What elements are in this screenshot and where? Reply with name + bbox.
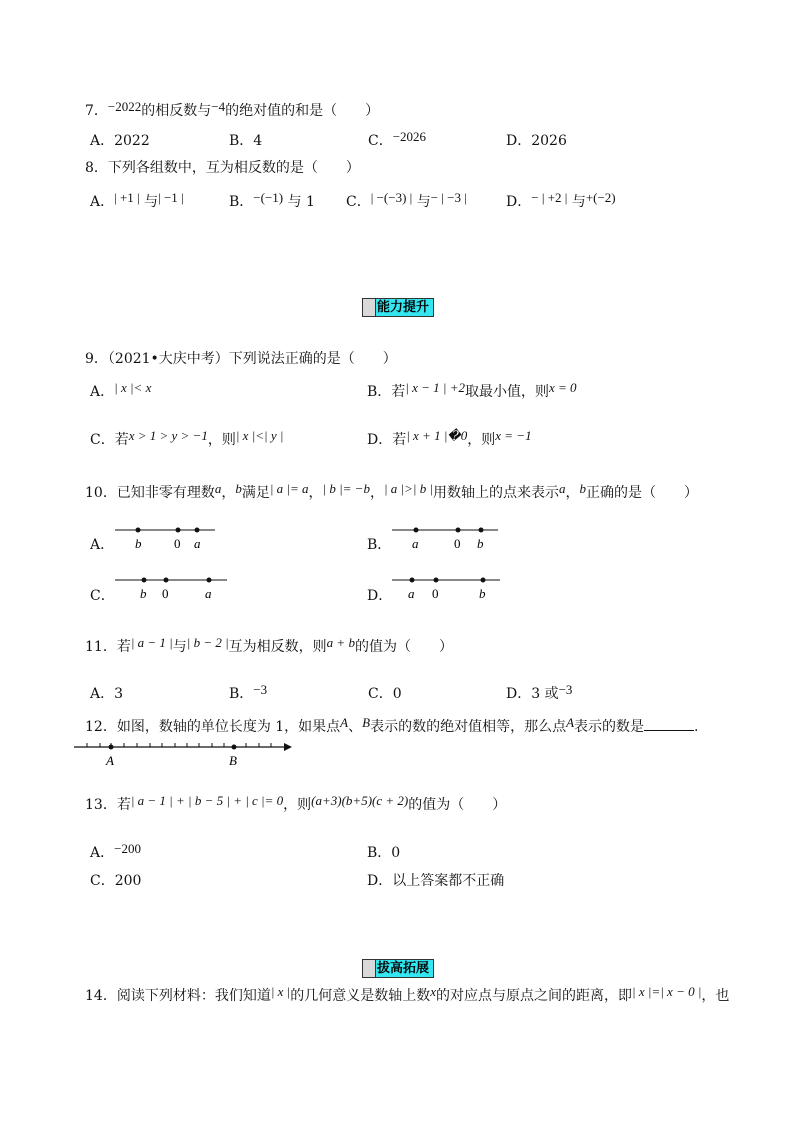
math-expr: −200 (114, 841, 141, 856)
option-c: C．若x > 1 > y > −1，则| x |<| y | (90, 428, 284, 448)
number-line-c (115, 572, 235, 606)
label-B: B (229, 753, 237, 768)
point-b (481, 578, 486, 583)
math-expr: a + b (326, 635, 355, 650)
point-0 (164, 578, 169, 583)
math-expr: −2022 (107, 99, 142, 114)
math-expr: −4 (211, 99, 226, 114)
point-B (232, 745, 237, 750)
point-b (479, 528, 484, 533)
question-13: 13．若| a − 1 | + | b − 5 | + | c |= 0，则(a+3)(b+5)(c + 2)的值为（ ） (85, 793, 507, 813)
math-expr: x (430, 984, 437, 999)
math-expr: | a − 1 | (130, 635, 173, 650)
section-heading: 拔高拓展 (362, 959, 434, 978)
point-b (136, 528, 141, 533)
question-14: 14．阅读下列材料：我们知道| x |的几何意义是数轴上数x的对应点与原点之间的距离，即| x |=| x − 0 |，也 (85, 984, 730, 1004)
question-9: 9．（2021•大庆中考）下列说法正确的是（ ） (85, 351, 397, 367)
math-expr: | a − 1 | + | b − 5 | + | c |= 0 (130, 793, 284, 808)
point-0 (456, 528, 461, 533)
point-a (195, 528, 200, 533)
option-d: D． (367, 588, 393, 604)
label-A: A (106, 753, 114, 768)
number-line-d (392, 572, 504, 606)
option-b: B．若| x − 1 | +2取最小值，则x = 0 (367, 380, 577, 400)
math-expr: −3 (253, 682, 268, 697)
math-expr: | a |= a (269, 481, 309, 496)
math-expr: | b |= −b (322, 481, 370, 496)
question-10: 10．已知非零有理数a，b满足| a |= a，| b |= −b，| a |>| b |用数轴上的点来表示a，b正确的是（ ） (85, 481, 699, 501)
option-b: B．4 (229, 133, 263, 149)
math-expr: − | +2 | (531, 190, 568, 205)
math-expr: +(−2) (585, 190, 616, 205)
option-a: A．−200 (90, 841, 141, 861)
option-d: D．以上答案都不正确 (367, 873, 505, 889)
math-expr: | −1 | (158, 190, 184, 205)
number-line-q12 (74, 739, 294, 769)
math-expr: | x + 1 |�0 (406, 428, 468, 443)
math-expr: | +1 | (114, 190, 140, 205)
option-b: B．−(−1) 与 1 (229, 190, 315, 210)
option-c: C．0 (368, 686, 402, 702)
question-8: 8．下列各组数中，互为相反数的是（ ） (85, 160, 360, 176)
label-0: 0 (432, 586, 439, 601)
point-0 (434, 578, 439, 583)
option-a: A．3 (90, 686, 124, 702)
point-a (410, 578, 415, 583)
math-expr: | b − 2 | (186, 635, 229, 650)
math-expr: (a+3)(b+5)(c + 2) (311, 793, 409, 808)
number-line-b (392, 522, 502, 556)
option-d: D．− | +2 | 与+(−2) (506, 190, 616, 210)
math-expr: | x − 1 | +2 (405, 380, 466, 395)
option-a: A．| x |< x (90, 380, 152, 400)
option-c: C．−2026 (368, 129, 427, 149)
option-a: A．2022 (90, 133, 150, 149)
math-expr: −(−1) (253, 190, 284, 205)
math-expr: | x |< x (114, 380, 152, 395)
point-A (109, 745, 114, 750)
math-expr: − | −3 | (430, 190, 467, 205)
label-0: 0 (454, 536, 461, 551)
math-expr: −2026 (392, 129, 427, 144)
option-d: D．3 或−3 (506, 682, 573, 702)
option-d: D．2026 (506, 133, 567, 149)
math-expr: | −(−3) | (370, 190, 413, 205)
math-expr: | a |>| b | (383, 481, 434, 496)
question-12: 12．如图，数轴的单位长度为 1，如果点A、B表示的数的绝对值相等，那么点A表示的数是 . (85, 715, 699, 735)
label-b: b (479, 586, 486, 601)
label-a: a (205, 586, 212, 601)
option-b: B．0 (367, 845, 401, 861)
question-7: 7．−2022的相反数与−4的绝对值的和是（ ） (85, 99, 380, 119)
label-a: a (194, 536, 201, 551)
point-b (142, 578, 147, 583)
label-a: a (408, 586, 415, 601)
label-b: b (477, 536, 484, 551)
option-c: C． (90, 588, 115, 604)
number-line-a (115, 522, 225, 556)
label-b: b (140, 586, 147, 601)
option-a: A．| +1 | 与| −1 | (90, 190, 184, 210)
question-11: 11．若| a − 1 |与| b − 2 |互为相反数，则a + b的值为（ ） (85, 635, 453, 655)
label-b: b (135, 536, 142, 551)
section-heading: 能力提升 (362, 298, 434, 317)
label-a: a (412, 536, 419, 551)
point-a (207, 578, 212, 583)
math-expr: x = −1 (495, 428, 532, 443)
option-c: C．200 (90, 873, 142, 889)
point-a (414, 528, 419, 533)
math-expr: x > 1 > y > −1 (128, 428, 208, 443)
math-expr: | x |=| x − 0 | (632, 984, 702, 999)
math-expr: | x |<| y | (235, 428, 284, 443)
option-b: B．−3 (229, 682, 268, 702)
label-0: 0 (162, 586, 169, 601)
option-a: A． (90, 537, 115, 553)
math-expr: x = 0 (549, 380, 577, 395)
answer-blank (644, 716, 694, 731)
math-expr: −3 (558, 682, 573, 697)
point-0 (176, 528, 181, 533)
option-c: C．| −(−3) | 与− | −3 | (346, 190, 467, 210)
math-expr: | x | (270, 984, 291, 999)
label-0: 0 (174, 536, 181, 551)
option-d: D．若| x + 1 |�0，则x = −1 (367, 428, 532, 448)
option-b: B． (367, 537, 392, 553)
